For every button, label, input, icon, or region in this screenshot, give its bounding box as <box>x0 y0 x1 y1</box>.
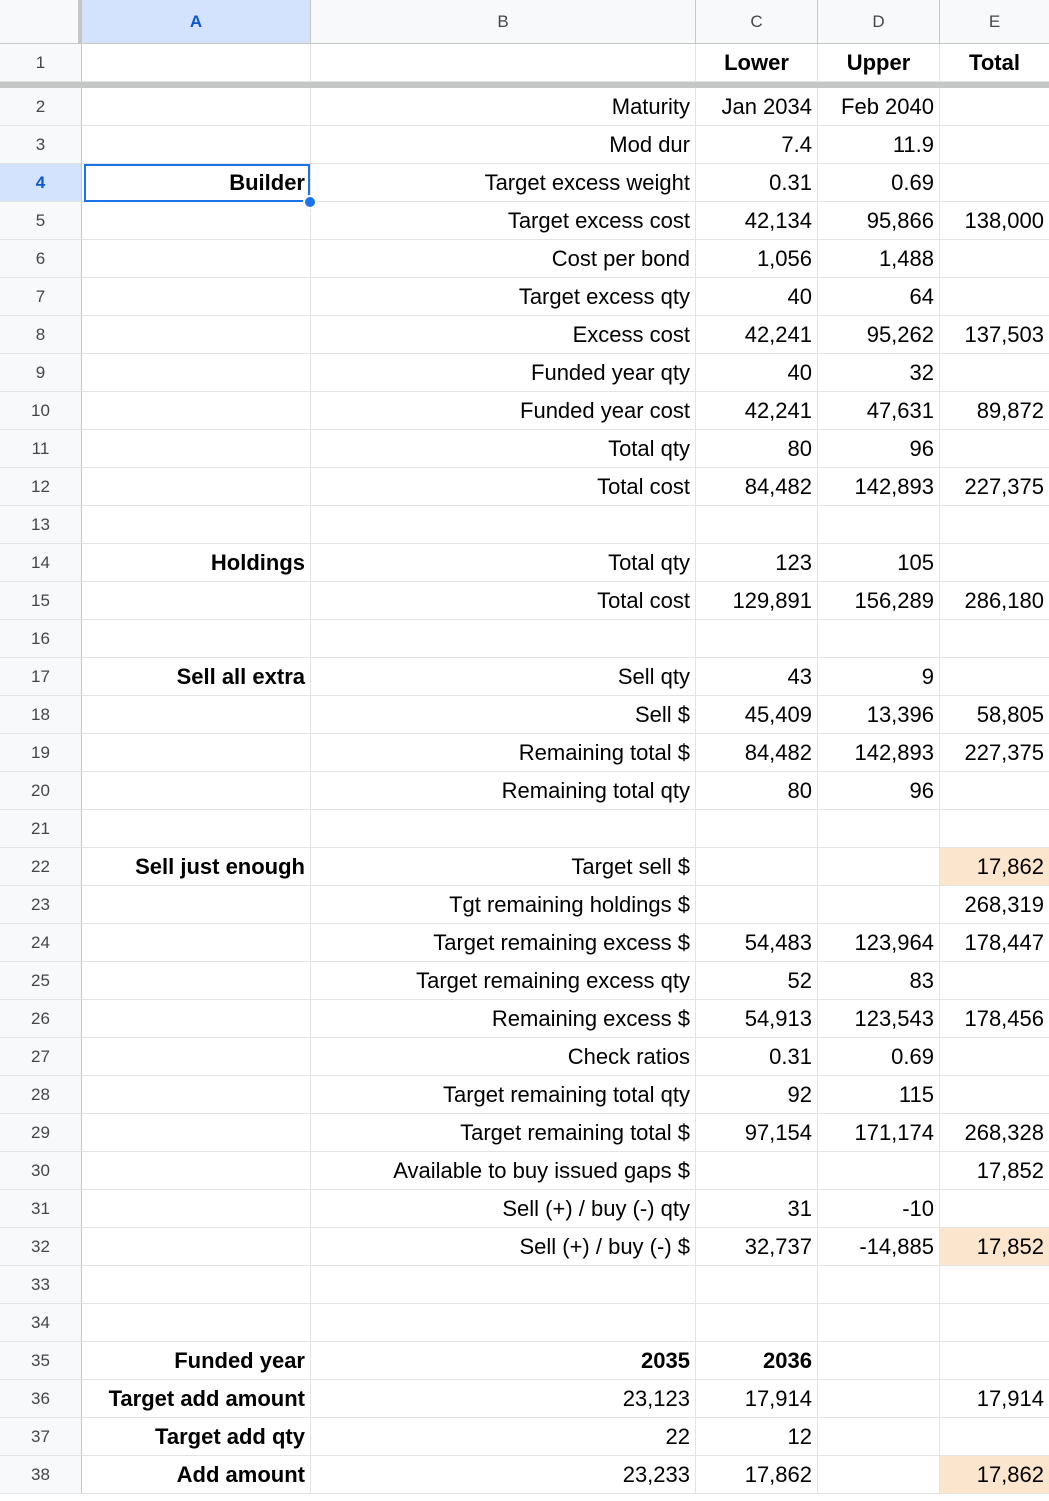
table-row <box>0 164 1049 202</box>
cell-a15[interactable] <box>82 582 311 620</box>
table-row <box>0 1342 1049 1380</box>
cell-d4[interactable]: 0.69 <box>818 164 940 202</box>
table-row <box>0 1076 1049 1114</box>
cell-c21[interactable] <box>696 810 818 848</box>
cell-e20[interactable] <box>940 772 1049 810</box>
cell-a18[interactable] <box>82 696 311 734</box>
cell-d36[interactable] <box>818 1380 940 1418</box>
cell-a14[interactable]: Holdings <box>82 544 311 582</box>
row-header[interactable]: 10 <box>0 392 82 430</box>
cell-a10[interactable] <box>82 392 311 430</box>
row-header[interactable]: 30 <box>0 1152 82 1190</box>
cell-b24[interactable]: Target remaining excess $ <box>311 924 696 962</box>
cell-c30[interactable] <box>696 1152 818 1190</box>
select-all-corner[interactable] <box>0 0 82 44</box>
cell-b16[interactable] <box>311 620 696 658</box>
row-header[interactable]: 18 <box>0 696 82 734</box>
table-row <box>0 1114 1049 1152</box>
row-header[interactable]: 35 <box>0 1342 82 1380</box>
cell-e10[interactable]: 89,872 <box>940 392 1049 430</box>
column-header-e[interactable]: E <box>940 0 1049 44</box>
row-header[interactable]: 7 <box>0 278 82 316</box>
cell-a11[interactable] <box>82 430 311 468</box>
cell-b7[interactable]: Target excess qty <box>311 278 696 316</box>
cell-e23[interactable]: 268,319 <box>940 886 1049 924</box>
cell-e29[interactable]: 268,328 <box>940 1114 1049 1152</box>
cell-e15[interactable]: 286,180 <box>940 582 1049 620</box>
cell-e28[interactable] <box>940 1076 1049 1114</box>
table-row <box>0 1456 1049 1494</box>
cell-e36[interactable]: 17,914 <box>940 1380 1049 1418</box>
row-header[interactable]: 33 <box>0 1266 82 1304</box>
cell-a27[interactable] <box>82 1038 311 1076</box>
cell-e32[interactable]: 17,852 <box>940 1228 1049 1266</box>
cell-b25[interactable]: Target remaining excess qty <box>311 962 696 1000</box>
table-row <box>0 1380 1049 1418</box>
row-header[interactable]: 27 <box>0 1038 82 1076</box>
cell-e22[interactable]: 17,862 <box>940 848 1049 886</box>
cell-b2[interactable]: Maturity <box>311 88 696 126</box>
cell-e5[interactable]: 138,000 <box>940 202 1049 240</box>
cell-c23[interactable] <box>696 886 818 924</box>
row-header[interactable]: 28 <box>0 1076 82 1114</box>
cell-a23[interactable] <box>82 886 311 924</box>
cell-e17[interactable] <box>940 658 1049 696</box>
cell-b10[interactable]: Funded year cost <box>311 392 696 430</box>
cell-d6[interactable]: 1,488 <box>818 240 940 278</box>
table-row <box>0 1228 1049 1266</box>
cell-c13[interactable] <box>696 506 818 544</box>
cell-a33[interactable] <box>82 1266 311 1304</box>
cell-c35[interactable]: 2036 <box>696 1342 818 1380</box>
cell-a2[interactable] <box>82 88 311 126</box>
cell-e19[interactable]: 227,375 <box>940 734 1049 772</box>
cell-d35[interactable] <box>818 1342 940 1380</box>
cell-c2[interactable]: Jan 2034 <box>696 88 818 126</box>
table-row <box>0 240 1049 278</box>
cell-c16[interactable] <box>696 620 818 658</box>
cell-b34[interactable] <box>311 1304 696 1342</box>
cell-b33[interactable] <box>311 1266 696 1304</box>
cell-c38[interactable]: 17,862 <box>696 1456 818 1494</box>
cell-d19[interactable]: 142,893 <box>818 734 940 772</box>
table-row <box>0 620 1049 658</box>
table-row <box>0 354 1049 392</box>
cell-d12[interactable]: 142,893 <box>818 468 940 506</box>
cell-a35[interactable]: Funded year <box>82 1342 311 1380</box>
row-header[interactable]: 36 <box>0 1380 82 1418</box>
row-header[interactable]: 15 <box>0 582 82 620</box>
cell-c4[interactable]: 0.31 <box>696 164 818 202</box>
cell-b17[interactable]: Sell qty <box>311 658 696 696</box>
cell-c28[interactable]: 92 <box>696 1076 818 1114</box>
cell-a17[interactable]: Sell all extra <box>82 658 311 696</box>
cell-b28[interactable]: Target remaining total qty <box>311 1076 696 1114</box>
cell-e16[interactable] <box>940 620 1049 658</box>
table-row <box>0 430 1049 468</box>
cell-b35[interactable]: 2035 <box>311 1342 696 1380</box>
cell-e24[interactable]: 178,447 <box>940 924 1049 962</box>
cell-d23[interactable] <box>818 886 940 924</box>
cell-b6[interactable]: Cost per bond <box>311 240 696 278</box>
cell-a37[interactable]: Target add qty <box>82 1418 311 1456</box>
table-row <box>0 506 1049 544</box>
cell-d1[interactable]: Upper <box>818 44 940 82</box>
cell-e3[interactable] <box>940 126 1049 164</box>
cell-d30[interactable] <box>818 1152 940 1190</box>
cell-a6[interactable] <box>82 240 311 278</box>
row-header[interactable]: 25 <box>0 962 82 1000</box>
row-header[interactable]: 38 <box>0 1456 82 1494</box>
cell-e9[interactable] <box>940 354 1049 392</box>
row-header[interactable]: 24 <box>0 924 82 962</box>
cell-b15[interactable]: Total cost <box>311 582 696 620</box>
cell-e38[interactable]: 17,862 <box>940 1456 1049 1494</box>
table-row <box>0 1000 1049 1038</box>
cell-e4[interactable] <box>940 164 1049 202</box>
table-row <box>0 392 1049 430</box>
row-header[interactable]: 19 <box>0 734 82 772</box>
cell-b4[interactable]: Target excess weight <box>311 164 696 202</box>
cell-d32[interactable]: -14,885 <box>818 1228 940 1266</box>
cell-c7[interactable]: 40 <box>696 278 818 316</box>
cell-b23[interactable]: Tgt remaining holdings $ <box>311 886 696 924</box>
row-header[interactable]: 22 <box>0 848 82 886</box>
cell-a38[interactable]: Add amount <box>82 1456 311 1494</box>
frozen-row-divider[interactable] <box>0 82 1049 88</box>
cell-d18[interactable]: 13,396 <box>818 696 940 734</box>
table-row <box>0 582 1049 620</box>
cell-a29[interactable] <box>82 1114 311 1152</box>
row-header[interactable]: 26 <box>0 1000 82 1038</box>
cell-a24[interactable] <box>82 924 311 962</box>
row-header[interactable]: 4 <box>0 164 82 202</box>
row-header[interactable]: 11 <box>0 430 82 468</box>
cell-b3[interactable]: Mod dur <box>311 126 696 164</box>
cell-e6[interactable] <box>940 240 1049 278</box>
cell-c14[interactable]: 123 <box>696 544 818 582</box>
cell-e25[interactable] <box>940 962 1049 1000</box>
column-header-b[interactable]: B <box>311 0 696 44</box>
column-header-a[interactable]: A <box>82 0 311 44</box>
cell-a34[interactable] <box>82 1304 311 1342</box>
cell-e11[interactable] <box>940 430 1049 468</box>
cell-c20[interactable]: 80 <box>696 772 818 810</box>
cell-b29[interactable]: Target remaining total $ <box>311 1114 696 1152</box>
row-header[interactable]: 5 <box>0 202 82 240</box>
cell-b12[interactable]: Total cost <box>311 468 696 506</box>
table-row <box>0 734 1049 772</box>
row-header[interactable]: 14 <box>0 544 82 582</box>
cell-a7[interactable] <box>82 278 311 316</box>
cell-a12[interactable] <box>82 468 311 506</box>
cell-e35[interactable] <box>940 1342 1049 1380</box>
cell-b38[interactable]: 23,233 <box>311 1456 696 1494</box>
cell-c17[interactable]: 43 <box>696 658 818 696</box>
cell-d10[interactable]: 47,631 <box>818 392 940 430</box>
cell-a13[interactable] <box>82 506 311 544</box>
cell-c5[interactable]: 42,134 <box>696 202 818 240</box>
cell-b5[interactable]: Target excess cost <box>311 202 696 240</box>
cell-b36[interactable]: 23,123 <box>311 1380 696 1418</box>
row-header[interactable]: 37 <box>0 1418 82 1456</box>
cell-e14[interactable] <box>940 544 1049 582</box>
cell-e21[interactable] <box>940 810 1049 848</box>
cell-a22[interactable]: Sell just enough <box>82 848 311 886</box>
cell-c15[interactable]: 129,891 <box>696 582 818 620</box>
cell-e26[interactable]: 178,456 <box>940 1000 1049 1038</box>
cell-c19[interactable]: 84,482 <box>696 734 818 772</box>
row-header[interactable]: 1 <box>0 44 82 82</box>
cell-b8[interactable]: Excess cost <box>311 316 696 354</box>
cell-d34[interactable] <box>818 1304 940 1342</box>
column-header-bar <box>0 0 1049 44</box>
cell-e7[interactable] <box>940 278 1049 316</box>
cell-d7[interactable]: 64 <box>818 278 940 316</box>
cell-e12[interactable]: 227,375 <box>940 468 1049 506</box>
cell-b9[interactable]: Funded year qty <box>311 354 696 392</box>
row-header[interactable]: 32 <box>0 1228 82 1266</box>
cell-b11[interactable]: Total qty <box>311 430 696 468</box>
cell-d11[interactable]: 96 <box>818 430 940 468</box>
cell-e34[interactable] <box>940 1304 1049 1342</box>
cell-d28[interactable]: 115 <box>818 1076 940 1114</box>
cell-c29[interactable]: 97,154 <box>696 1114 818 1152</box>
cell-b20[interactable]: Remaining total qty <box>311 772 696 810</box>
cell-e8[interactable]: 137,503 <box>940 316 1049 354</box>
cell-d8[interactable]: 95,262 <box>818 316 940 354</box>
column-header-d[interactable]: D <box>818 0 940 44</box>
cell-c31[interactable]: 31 <box>696 1190 818 1228</box>
cell-e1[interactable]: Total <box>940 44 1049 82</box>
table-row <box>0 924 1049 962</box>
row-header[interactable]: 9 <box>0 354 82 392</box>
row-header[interactable]: 13 <box>0 506 82 544</box>
cell-c3[interactable]: 7.4 <box>696 126 818 164</box>
table-row <box>0 1190 1049 1228</box>
cell-e27[interactable] <box>940 1038 1049 1076</box>
table-row <box>0 810 1049 848</box>
row-header[interactable]: 8 <box>0 316 82 354</box>
cell-c10[interactable]: 42,241 <box>696 392 818 430</box>
table-row <box>0 696 1049 734</box>
cell-b13[interactable] <box>311 506 696 544</box>
cell-a36[interactable]: Target add amount <box>82 1380 311 1418</box>
cell-d22[interactable] <box>818 848 940 886</box>
cell-d14[interactable]: 105 <box>818 544 940 582</box>
row-header[interactable]: 20 <box>0 772 82 810</box>
fill-handle[interactable] <box>303 195 317 209</box>
row-header[interactable]: 16 <box>0 620 82 658</box>
row-header[interactable]: 12 <box>0 468 82 506</box>
cell-d31[interactable]: -10 <box>818 1190 940 1228</box>
row-header[interactable]: 29 <box>0 1114 82 1152</box>
row-header[interactable]: 3 <box>0 126 82 164</box>
cell-a5[interactable] <box>82 202 311 240</box>
cell-c26[interactable]: 54,913 <box>696 1000 818 1038</box>
table-row <box>0 1304 1049 1342</box>
cell-a26[interactable] <box>82 1000 311 1038</box>
cell-a19[interactable] <box>82 734 311 772</box>
cell-c22[interactable] <box>696 848 818 886</box>
cell-e18[interactable]: 58,805 <box>940 696 1049 734</box>
cell-d3[interactable]: 11.9 <box>818 126 940 164</box>
cell-d38[interactable] <box>818 1456 940 1494</box>
cell-d37[interactable] <box>818 1418 940 1456</box>
table-row <box>0 1418 1049 1456</box>
cell-d9[interactable]: 32 <box>818 354 940 392</box>
table-row <box>0 1152 1049 1190</box>
table-row <box>0 1266 1049 1304</box>
cell-a1[interactable] <box>82 44 311 82</box>
cell-a21[interactable] <box>82 810 311 848</box>
table-row <box>0 278 1049 316</box>
cell-c33[interactable] <box>696 1266 818 1304</box>
cell-b31[interactable]: Sell (+) / buy (-) qty <box>311 1190 696 1228</box>
table-row <box>0 1038 1049 1076</box>
cell-d26[interactable]: 123,543 <box>818 1000 940 1038</box>
cell-d5[interactable]: 95,866 <box>818 202 940 240</box>
cell-d13[interactable] <box>818 506 940 544</box>
table-row <box>0 316 1049 354</box>
cell-c32[interactable]: 32,737 <box>696 1228 818 1266</box>
cell-e13[interactable] <box>940 506 1049 544</box>
cell-c24[interactable]: 54,483 <box>696 924 818 962</box>
table-row <box>0 544 1049 582</box>
cell-c27[interactable]: 0.31 <box>696 1038 818 1076</box>
cell-c36[interactable]: 17,914 <box>696 1380 818 1418</box>
column-header-c[interactable]: C <box>696 0 818 44</box>
cell-a16[interactable] <box>82 620 311 658</box>
cell-b19[interactable]: Remaining total $ <box>311 734 696 772</box>
row-header[interactable]: 17 <box>0 658 82 696</box>
cell-b26[interactable]: Remaining excess $ <box>311 1000 696 1038</box>
cell-a8[interactable] <box>82 316 311 354</box>
cell-e31[interactable] <box>940 1190 1049 1228</box>
cell-b30[interactable]: Available to buy issued gaps $ <box>311 1152 696 1190</box>
cell-d17[interactable]: 9 <box>818 658 940 696</box>
cell-d27[interactable]: 0.69 <box>818 1038 940 1076</box>
cell-c25[interactable]: 52 <box>696 962 818 1000</box>
table-row <box>0 658 1049 696</box>
cell-d33[interactable] <box>818 1266 940 1304</box>
cell-e37[interactable] <box>940 1418 1049 1456</box>
cell-a3[interactable] <box>82 126 311 164</box>
table-row <box>0 126 1049 164</box>
table-row <box>0 44 1049 82</box>
row-header[interactable]: 21 <box>0 810 82 848</box>
table-row <box>0 886 1049 924</box>
cell-c1[interactable]: Lower <box>696 44 818 82</box>
cell-a9[interactable] <box>82 354 311 392</box>
cell-d24[interactable]: 123,964 <box>818 924 940 962</box>
cell-b32[interactable]: Sell (+) / buy (-) $ <box>311 1228 696 1266</box>
cell-a25[interactable] <box>82 962 311 1000</box>
cell-b1[interactable] <box>311 44 696 82</box>
cell-d15[interactable]: 156,289 <box>818 582 940 620</box>
cell-b21[interactable] <box>311 810 696 848</box>
table-row <box>0 962 1049 1000</box>
cell-a20[interactable] <box>82 772 311 810</box>
cell-c34[interactable] <box>696 1304 818 1342</box>
cell-d29[interactable]: 171,174 <box>818 1114 940 1152</box>
row-header[interactable]: 31 <box>0 1190 82 1228</box>
cell-e33[interactable] <box>940 1266 1049 1304</box>
cell-b18[interactable]: Sell $ <box>311 696 696 734</box>
table-row <box>0 468 1049 506</box>
row-header[interactable]: 34 <box>0 1304 82 1342</box>
cell-b14[interactable]: Total qty <box>311 544 696 582</box>
cell-d25[interactable]: 83 <box>818 962 940 1000</box>
table-row <box>0 848 1049 886</box>
row-header[interactable]: 2 <box>0 88 82 126</box>
cell-c37[interactable]: 12 <box>696 1418 818 1456</box>
cell-a31[interactable] <box>82 1190 311 1228</box>
cell-c8[interactable]: 42,241 <box>696 316 818 354</box>
cell-d2[interactable]: Feb 2040 <box>818 88 940 126</box>
cell-b22[interactable]: Target sell $ <box>311 848 696 886</box>
cell-c18[interactable]: 45,409 <box>696 696 818 734</box>
table-row <box>0 772 1049 810</box>
cell-a28[interactable] <box>82 1076 311 1114</box>
cell-d21[interactable] <box>818 810 940 848</box>
row-header[interactable]: 23 <box>0 886 82 924</box>
cell-e30[interactable]: 17,852 <box>940 1152 1049 1190</box>
table-row <box>0 88 1049 126</box>
cell-d16[interactable] <box>818 620 940 658</box>
cell-d20[interactable]: 96 <box>818 772 940 810</box>
cell-a4[interactable]: Builder <box>82 164 311 202</box>
table-row <box>0 202 1049 240</box>
cell-a32[interactable] <box>82 1228 311 1266</box>
cell-b37[interactable]: 22 <box>311 1418 696 1456</box>
cell-c9[interactable]: 40 <box>696 354 818 392</box>
cell-b27[interactable]: Check ratios <box>311 1038 696 1076</box>
cell-e2[interactable] <box>940 88 1049 126</box>
cell-a30[interactable] <box>82 1152 311 1190</box>
cell-c6[interactable]: 1,056 <box>696 240 818 278</box>
cell-c12[interactable]: 84,482 <box>696 468 818 506</box>
row-header[interactable]: 6 <box>0 240 82 278</box>
cell-c11[interactable]: 80 <box>696 430 818 468</box>
